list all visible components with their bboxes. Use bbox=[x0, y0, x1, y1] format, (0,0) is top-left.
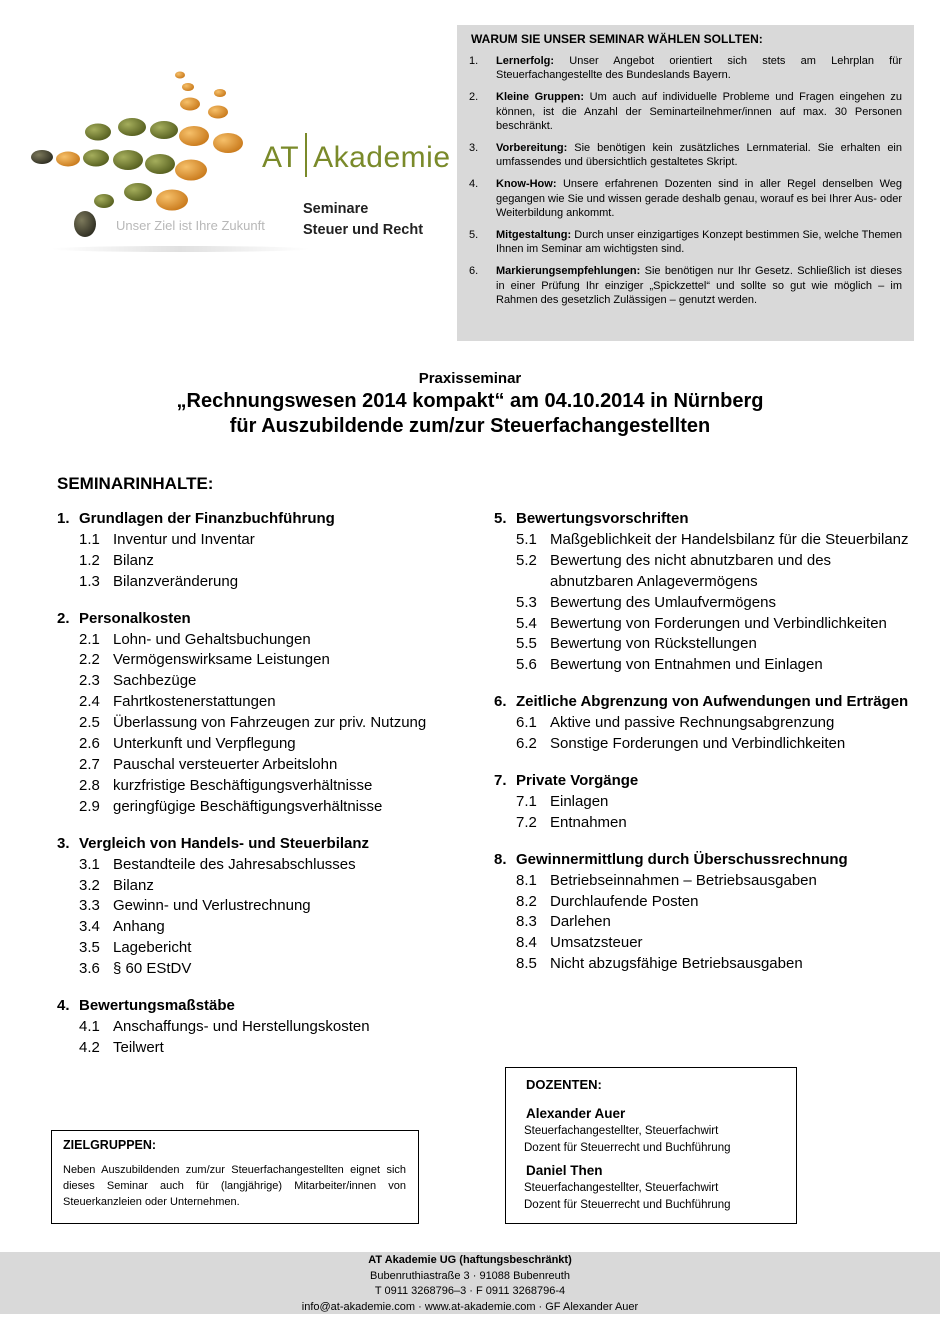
subtopic-number: 2.6 bbox=[79, 735, 100, 753]
subtopic-text: Lagebericht bbox=[113, 939, 192, 957]
subtopic-number: 2.7 bbox=[79, 755, 100, 773]
subtopic-text: Umsatzsteuer bbox=[550, 934, 643, 952]
topic-number: 4. bbox=[57, 997, 70, 1015]
why-item-description: Durch unser einzigartiges Konzept bestimmen Sie, welche Themen Ihnen im Seminar am wichtigsten sind. bbox=[496, 229, 902, 256]
subtopic-number: 2.3 bbox=[79, 672, 100, 690]
subtopic-item bbox=[57, 692, 477, 713]
subtopic-text: Betriebseinnahmen – Betriebsausgaben bbox=[550, 871, 817, 889]
subtopic-item bbox=[494, 892, 914, 913]
why-title: WARUM SIE UNSER SEMINAR WÄHLEN SOLLTEN: bbox=[471, 32, 763, 46]
why-item-text bbox=[496, 177, 902, 220]
topic-number: 6. bbox=[494, 693, 507, 711]
subtopic-number: 5.2 bbox=[516, 551, 537, 569]
subtopic-number: 3.6 bbox=[79, 960, 100, 978]
subtopic-item bbox=[494, 813, 914, 834]
subtopic-item bbox=[57, 917, 477, 938]
why-item-number: 5. bbox=[469, 229, 479, 242]
topic-heading bbox=[494, 692, 914, 713]
subtopic-number: 7.1 bbox=[516, 792, 537, 810]
lecturer-entry bbox=[524, 1163, 776, 1213]
subtopic-number: 3.1 bbox=[79, 855, 100, 873]
topic-group bbox=[494, 771, 914, 834]
subtopic-text: Anhang bbox=[113, 918, 165, 936]
subtopic-text: Bewertung von Forderungen und Verbindlichkeiten bbox=[550, 614, 887, 632]
subtopic-item bbox=[57, 671, 477, 692]
subtopic-item bbox=[494, 713, 914, 734]
lecturer-role: Dozent für Steuerrecht und Buchführung bbox=[524, 1141, 731, 1154]
lecturer-entry bbox=[524, 1106, 776, 1156]
subtopic-number: 8.1 bbox=[516, 871, 537, 889]
subtopic-text: geringfügige Beschäftigungsverhältnisse bbox=[113, 797, 383, 815]
subtopic-number: 8.5 bbox=[516, 955, 537, 973]
lecturer-name: Alexander Auer bbox=[526, 1106, 626, 1121]
subtopic-text: Bewertung von Rückstellungen bbox=[550, 635, 757, 653]
why-item-number: 1. bbox=[469, 55, 479, 67]
why-item bbox=[469, 90, 902, 133]
content-column-left bbox=[57, 509, 477, 1075]
why-item-description: Sie benötigen nur Ihr Gesetz. Schließlich ist dieses in einer Prüfung Ihr einziger „Spickzettel“ und sollte so gut wie möglich – im Rahmen des gesetzlich Zulässigen – genutzt werden. bbox=[496, 265, 902, 306]
lecturer-role: Dozent für Steuerrecht und Buchführung bbox=[524, 1198, 731, 1211]
subtopic-text: kurzfristige Beschäftigungsverhältnisse bbox=[113, 776, 373, 794]
topic-number: 3. bbox=[57, 834, 70, 852]
subtopic-item bbox=[494, 734, 914, 755]
footer-phone: T 0911 3268796–3 · F 0911 3268796-4 bbox=[374, 1285, 566, 1297]
company-logo bbox=[20, 60, 450, 260]
topic-group bbox=[494, 509, 914, 676]
lecturer-qualification: Steuerfachangestellter, Steuerfachwirt bbox=[524, 1125, 719, 1137]
subtopic-number: 2.9 bbox=[79, 797, 100, 815]
subtopic-text: Bewertung von Entnahmen und Einlagen bbox=[550, 656, 823, 674]
why-item bbox=[469, 141, 902, 169]
subtopic-number: 2.4 bbox=[79, 693, 100, 711]
subtopic-number: 5.6 bbox=[516, 656, 537, 674]
why-item-label: Know-How: bbox=[496, 178, 557, 191]
topic-group bbox=[57, 834, 477, 980]
why-item-number: 4. bbox=[469, 178, 479, 191]
subtopic-text: Maßgeblichkeit der Handelsbilanz für die Steuerbilanz bbox=[550, 530, 909, 548]
subtopic-text: Bestandteile des Jahresabschlusses bbox=[113, 855, 356, 873]
why-item-number: 2. bbox=[469, 91, 479, 104]
subtopic-number: 4.2 bbox=[79, 1038, 100, 1056]
logo-wordmark: AT Akademie bbox=[262, 133, 451, 177]
subtopic-item bbox=[494, 655, 914, 676]
lecturer-name: Daniel Then bbox=[526, 1163, 603, 1178]
subtopic-number: 2.2 bbox=[79, 651, 100, 669]
subtopic-item bbox=[57, 572, 477, 593]
subtopic-item bbox=[57, 734, 477, 755]
subtopic-item bbox=[494, 593, 914, 614]
why-item-number: 6. bbox=[469, 265, 479, 278]
subtopic-item bbox=[57, 855, 477, 876]
why-item bbox=[469, 264, 902, 307]
topic-heading bbox=[494, 509, 914, 530]
subtopic-item bbox=[494, 954, 914, 975]
topic-title: Grundlagen der Finanzbuchführung bbox=[79, 510, 335, 527]
subtopic-item bbox=[57, 896, 477, 917]
subtopic-text: Nicht abzugsfähige Betriebsausgaben bbox=[550, 955, 803, 973]
subtopic-item bbox=[57, 650, 477, 671]
logo-subtitle: Seminare Steuer und Recht bbox=[303, 201, 424, 238]
why-item bbox=[469, 228, 902, 256]
topic-heading bbox=[494, 850, 914, 871]
topic-title: Private Vorgänge bbox=[516, 771, 639, 789]
why-item-description: Unser Angebot orientiert sich stets am Lehrplan für Steuerfachangestellte des Bundeslands Bayern. bbox=[496, 55, 902, 82]
footer-address: Bubenruthiastraße 3 · 91088 Bubenreuth bbox=[370, 1269, 570, 1282]
topic-heading bbox=[57, 834, 477, 855]
subtopic-item bbox=[57, 1038, 477, 1059]
target-groups-title: ZIELGRUPPEN: bbox=[63, 1138, 157, 1152]
why-list bbox=[469, 54, 902, 307]
why-item-description: Unsere erfahrenen Dozenten sind in aller Regel denselben Weg gegangen wie Sie und wissen gerade deshalb genau, worauf es bei Ihrer Aus- oder Weiterbildung ankommt. bbox=[496, 178, 902, 219]
footer-contact-links[interactable]: info@at-akademie.com · www.at-akademie.com · GF Alexander Auer bbox=[301, 1300, 639, 1313]
subtopic-item bbox=[57, 938, 477, 959]
subtopic-number: 8.2 bbox=[516, 892, 537, 910]
topic-heading bbox=[57, 509, 477, 530]
subtopic-number: 1.2 bbox=[79, 551, 100, 569]
subtopic-text: Gewinn- und Verlustrechnung bbox=[113, 897, 311, 915]
subtopic-number: 8.4 bbox=[516, 934, 537, 952]
subtopic-number: 6.1 bbox=[516, 714, 537, 732]
why-item-label: Mitgestaltung: bbox=[496, 229, 572, 242]
subtopic-item bbox=[57, 630, 477, 651]
topic-number: 1. bbox=[57, 510, 70, 527]
subtopic-number: 3.2 bbox=[79, 876, 100, 894]
topic-title: Personalkosten bbox=[79, 609, 191, 627]
subtopic-text: Bewertung des nicht abnutzbaren und des abnutzbaren Anlagevermögens bbox=[550, 551, 832, 590]
topic-number: 2. bbox=[57, 609, 70, 627]
subtopic-text: Bilanz bbox=[113, 551, 154, 569]
why-item-text bbox=[496, 90, 902, 133]
why-item-text bbox=[496, 54, 902, 82]
why-item-description: Sie benötigen kein zusätzliches Lernmaterial. Sie erhalten ein umfassendes und übersichtlich gestaltetes Skript. bbox=[496, 142, 902, 169]
subtopic-item bbox=[494, 792, 914, 813]
why-item bbox=[469, 54, 902, 82]
why-item-description: Um auch auf individuelle Probleme und Fragen eingehen zu können, ist die Anzahl der Seminarteilnehmer/innen auf max. 30 Personen beschränkt. bbox=[496, 91, 902, 132]
subtopic-item bbox=[57, 797, 477, 818]
subtopic-number: 4.1 bbox=[79, 1017, 100, 1035]
why-item-text bbox=[496, 141, 902, 169]
page-title: „Rechnungswesen 2014 kompakt“ am 04.10.2014 in Nürnberg für Auszubildende zum/zur Steuerfachangestellten bbox=[176, 390, 764, 437]
subtopic-item bbox=[57, 959, 477, 980]
subtopic-text: Teilwert bbox=[113, 1038, 164, 1056]
subtopic-item bbox=[494, 634, 914, 655]
subtopic-item bbox=[494, 871, 914, 892]
subtopic-text: Entnahmen bbox=[550, 813, 627, 831]
subtopic-number: 5.1 bbox=[516, 530, 537, 548]
subtopic-number: 5.5 bbox=[516, 635, 537, 653]
subtopic-item bbox=[57, 876, 477, 897]
lecturers-box bbox=[505, 1067, 797, 1224]
subtopic-number: 2.1 bbox=[79, 630, 100, 648]
why-item-label: Markierungsempfehlungen: bbox=[496, 265, 641, 278]
lecturers-title: DOZENTEN: bbox=[526, 1077, 602, 1092]
subtopic-item bbox=[57, 776, 477, 797]
subtopic-number: 1.3 bbox=[79, 572, 100, 590]
subtopic-item bbox=[57, 713, 477, 734]
subtopic-text: Sachbezüge bbox=[113, 672, 197, 690]
subtopic-text: Bilanzveränderung bbox=[113, 572, 239, 590]
why-item-label: Kleine Gruppen: bbox=[496, 91, 585, 104]
subtopic-text: Lohn- und Gehaltsbuchungen bbox=[113, 630, 311, 648]
logo-shadow bbox=[50, 246, 310, 252]
why-item-text bbox=[496, 228, 902, 256]
logo-slogan: Unser Ziel ist Ihre Zukunft bbox=[116, 218, 265, 233]
topic-title: Gewinnermittlung durch Überschussrechnung bbox=[516, 850, 848, 868]
subtopic-text: Darlehen bbox=[550, 913, 611, 931]
topic-group bbox=[57, 996, 477, 1059]
footer bbox=[0, 1252, 940, 1314]
target-groups-box bbox=[51, 1130, 419, 1224]
subtopic-number: 2.8 bbox=[79, 776, 100, 794]
topic-number: 7. bbox=[494, 771, 507, 789]
target-groups-text: Neben Auszubildenden zum/zur Steuerfachangestellten eignet sich dieses Seminar auch für (langjährige) Mitarbeiter/innen von Steuerkanzleien oder Unternehmen. bbox=[63, 1164, 406, 1208]
subtopic-text: Pauschal versteuerter Arbeitslohn bbox=[113, 755, 338, 773]
topic-title: Bewertungsmaßstäbe bbox=[79, 997, 235, 1015]
subtopic-text: Durchlaufende Posten bbox=[550, 892, 699, 910]
subtopic-text: Einlagen bbox=[550, 792, 609, 810]
subtopic-item bbox=[57, 755, 477, 776]
topic-heading bbox=[57, 996, 477, 1017]
subtopic-item bbox=[57, 551, 477, 572]
why-item bbox=[469, 177, 902, 220]
topic-number: 8. bbox=[494, 850, 507, 868]
subtopic-item bbox=[57, 530, 477, 551]
why-choose-box bbox=[457, 25, 914, 341]
topic-group bbox=[494, 692, 914, 755]
section-heading: SEMINARINHALTE: bbox=[57, 474, 214, 493]
topic-heading bbox=[494, 771, 914, 792]
subtopic-item bbox=[494, 614, 914, 635]
subtopic-text: Unterkunft und Verpflegung bbox=[113, 735, 296, 753]
subtopic-text: Vermögenswirksame Leistungen bbox=[113, 651, 330, 669]
subtopic-text: Inventur und Inventar bbox=[113, 530, 255, 548]
subtopic-number: 7.2 bbox=[516, 813, 537, 831]
topic-title: Bewertungsvorschriften bbox=[516, 510, 689, 527]
subtopic-number: 5.4 bbox=[516, 614, 537, 632]
topic-group bbox=[57, 609, 477, 818]
lecturer-qualification: Steuerfachangestellter, Steuerfachwirt bbox=[524, 1182, 719, 1194]
subtopic-text: Fahrtkostenerstattungen bbox=[113, 693, 276, 711]
topic-number: 5. bbox=[494, 510, 507, 527]
subtopic-number: 3.3 bbox=[79, 897, 100, 915]
subtopic-text: Sonstige Forderungen und Verbindlichkeiten bbox=[550, 735, 846, 753]
subtopic-item bbox=[494, 551, 914, 593]
subtopic-text: Überlassung von Fahrzeugen zur priv. Nutzung bbox=[113, 714, 427, 732]
why-item-label: Vorbereitung: bbox=[496, 142, 568, 155]
why-item-label: Lernerfolg: bbox=[496, 55, 555, 67]
topic-title: Zeitliche Abgrenzung von Aufwendungen und Erträgen bbox=[516, 693, 909, 711]
subtopic-item bbox=[494, 933, 914, 954]
subtopic-text: Aktive und passive Rechnungsabgrenzung bbox=[550, 714, 835, 732]
subtopic-item bbox=[57, 1017, 477, 1038]
why-item-text bbox=[496, 264, 902, 307]
subtopic-text: § 60 EStDV bbox=[113, 960, 192, 978]
topic-heading bbox=[57, 609, 477, 630]
subtopic-number: 6.2 bbox=[516, 735, 537, 753]
topic-title: Vergleich von Handels- und Steuerbilanz bbox=[79, 834, 370, 852]
content-column-right bbox=[494, 509, 914, 991]
subtopic-item bbox=[494, 912, 914, 933]
subtopic-text: Anschaffungs- und Herstellungskosten bbox=[113, 1017, 370, 1035]
topic-group bbox=[494, 850, 914, 975]
subtopic-number: 5.3 bbox=[516, 593, 537, 611]
subtopic-number: 8.3 bbox=[516, 913, 537, 931]
why-item-number: 3. bbox=[469, 142, 479, 155]
subtopic-number: 3.4 bbox=[79, 918, 100, 936]
subtopic-item bbox=[494, 530, 914, 551]
subtopic-number: 1.1 bbox=[79, 530, 100, 548]
footer-company: AT Akademie UG (haftungsbeschränkt) bbox=[368, 1254, 572, 1266]
topic-group bbox=[57, 509, 477, 593]
subtopic-number: 2.5 bbox=[79, 714, 100, 732]
subtopic-text: Bilanz bbox=[113, 876, 154, 894]
subtopic-text: Bewertung des Umlaufvermögens bbox=[550, 593, 776, 611]
subtopic-number: 3.5 bbox=[79, 939, 100, 957]
seminar-type: Praxisseminar bbox=[418, 370, 522, 387]
